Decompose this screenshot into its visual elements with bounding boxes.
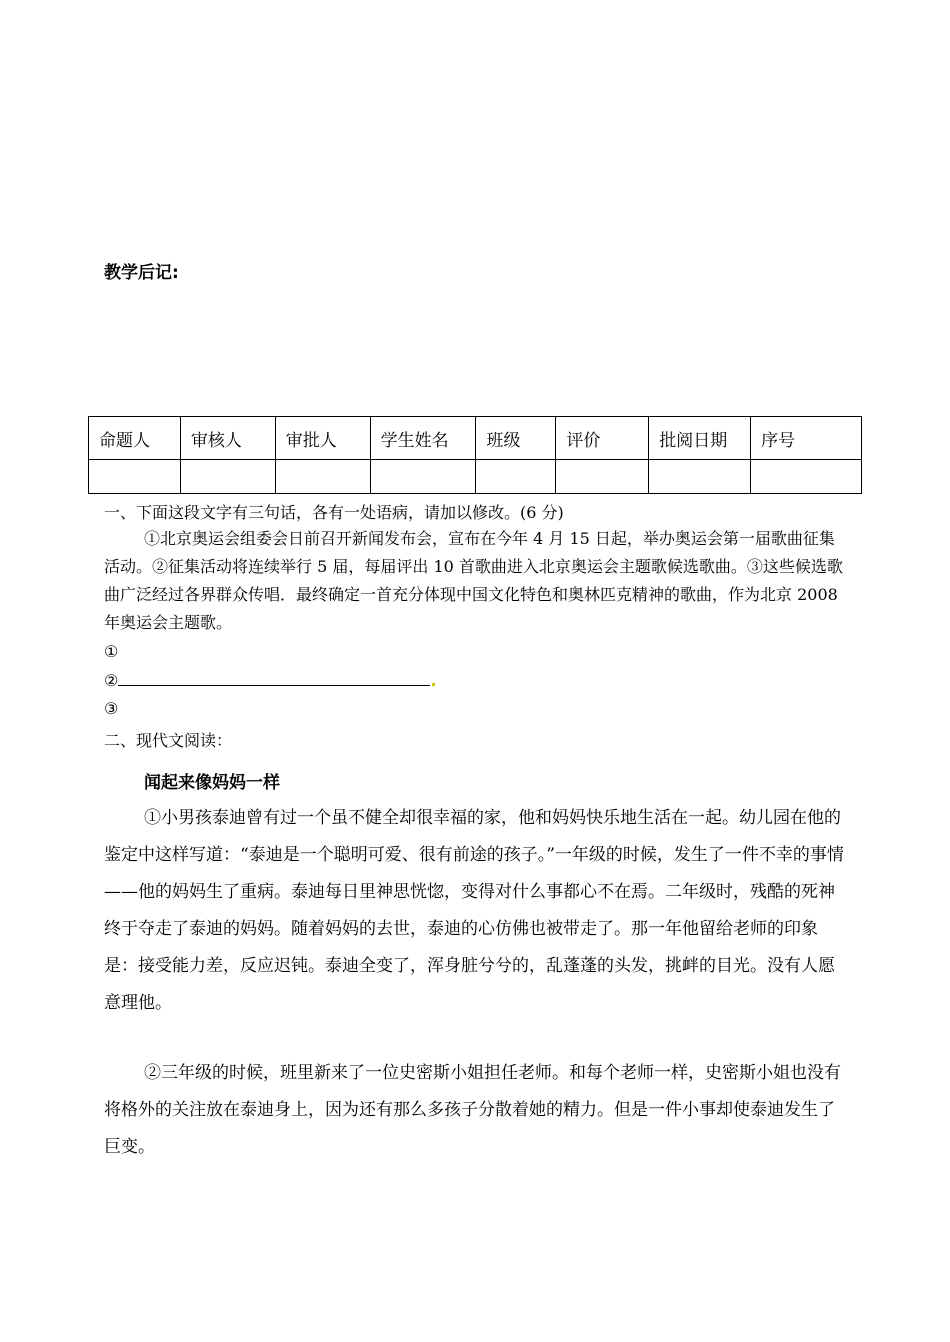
passage-text: ①北京奥运会组委会日前召开新闻发布会，宣布在今年 4 月 15 日起，举办奥运会第一届歌曲征集活动。②征集活动将连续举行 5 届，每届评出 10 首歌曲进入北京奥运会主题歌候选歌曲。③这些候选歌曲广泛经过各界群众传唱．最终确定一首充分体现中国文化特色和奥林匹克精神的歌曲，作为北京 2008 年奥运会主题歌。 bbox=[104, 529, 843, 632]
answer-mark-2: ② bbox=[104, 671, 119, 690]
table-header-row bbox=[89, 417, 862, 460]
answer-line-2 bbox=[104, 671, 435, 690]
blank-cell[interactable] bbox=[751, 460, 862, 494]
blank-cell[interactable] bbox=[476, 460, 556, 494]
blank-cell[interactable] bbox=[275, 460, 370, 494]
marker-dot bbox=[432, 683, 435, 686]
blank-cell[interactable] bbox=[556, 460, 649, 494]
header-cell: 学生姓名 bbox=[370, 417, 476, 460]
story-title: 闻起来像妈妈一样 bbox=[144, 773, 280, 793]
teaching-postscript-label: 教学后记: bbox=[104, 263, 179, 283]
header-cell: 批阅日期 bbox=[649, 417, 751, 460]
header-cell: 审批人 bbox=[275, 417, 370, 460]
answer-blank-line[interactable] bbox=[118, 671, 430, 686]
table-blank-row bbox=[89, 460, 862, 494]
blank-cell[interactable] bbox=[180, 460, 275, 494]
story-paragraph-1 bbox=[104, 800, 850, 1022]
answer-mark-1: ① bbox=[104, 642, 119, 661]
blank-cell[interactable] bbox=[370, 460, 476, 494]
header-cell: 序号 bbox=[751, 417, 862, 460]
story-paragraph-2 bbox=[104, 1055, 850, 1166]
question-2-heading: 二、现代文阅读： bbox=[104, 731, 233, 750]
question-1-heading: 一、下面这段文字有三句话，各有一处语病，请加以修改。(6 分) bbox=[104, 503, 564, 522]
question-1-passage bbox=[104, 525, 850, 637]
info-table bbox=[88, 416, 862, 494]
blank-cell[interactable] bbox=[89, 460, 181, 494]
header-cell: 班级 bbox=[476, 417, 556, 460]
header-cell: 命题人 bbox=[89, 417, 181, 460]
answer-mark-3: ③ bbox=[104, 699, 119, 718]
header-cell: 审核人 bbox=[180, 417, 275, 460]
paragraph-text: ②三年级的时候，班里新来了一位史密斯小姐担任老师。和每个老师一样，史密斯小姐也没有将格外的关注放在泰迪身上，因为还有那么多孩子分散着她的精力。但是一件小事却使泰迪发生了巨变。 bbox=[104, 1063, 841, 1157]
blank-cell[interactable] bbox=[649, 460, 751, 494]
header-cell: 评价 bbox=[556, 417, 649, 460]
paragraph-text: ①小男孩泰迪曾有过一个虽不健全却很幸福的家，他和妈妈快乐地生活在一起。幼儿园在他的鉴定中这样写道：“泰迪是一个聪明可爱、很有前途的孩子。”一年级的时候，发生了一件不幸的事情——他的妈妈生了重病。泰迪每日里神思恍惚，变得对什么事都心不在焉。二年级时，残酷的死神终于夺走了泰迪的妈妈。随着妈妈的去世，泰迪的心仿佛也被带走了。那一年他留给老师的印象是：接受能力差，反应迟钝。泰迪全变了，浑身脏兮兮的，乱蓬蓬的头发，挑衅的目光。没有人愿意理他。 bbox=[104, 808, 844, 1013]
